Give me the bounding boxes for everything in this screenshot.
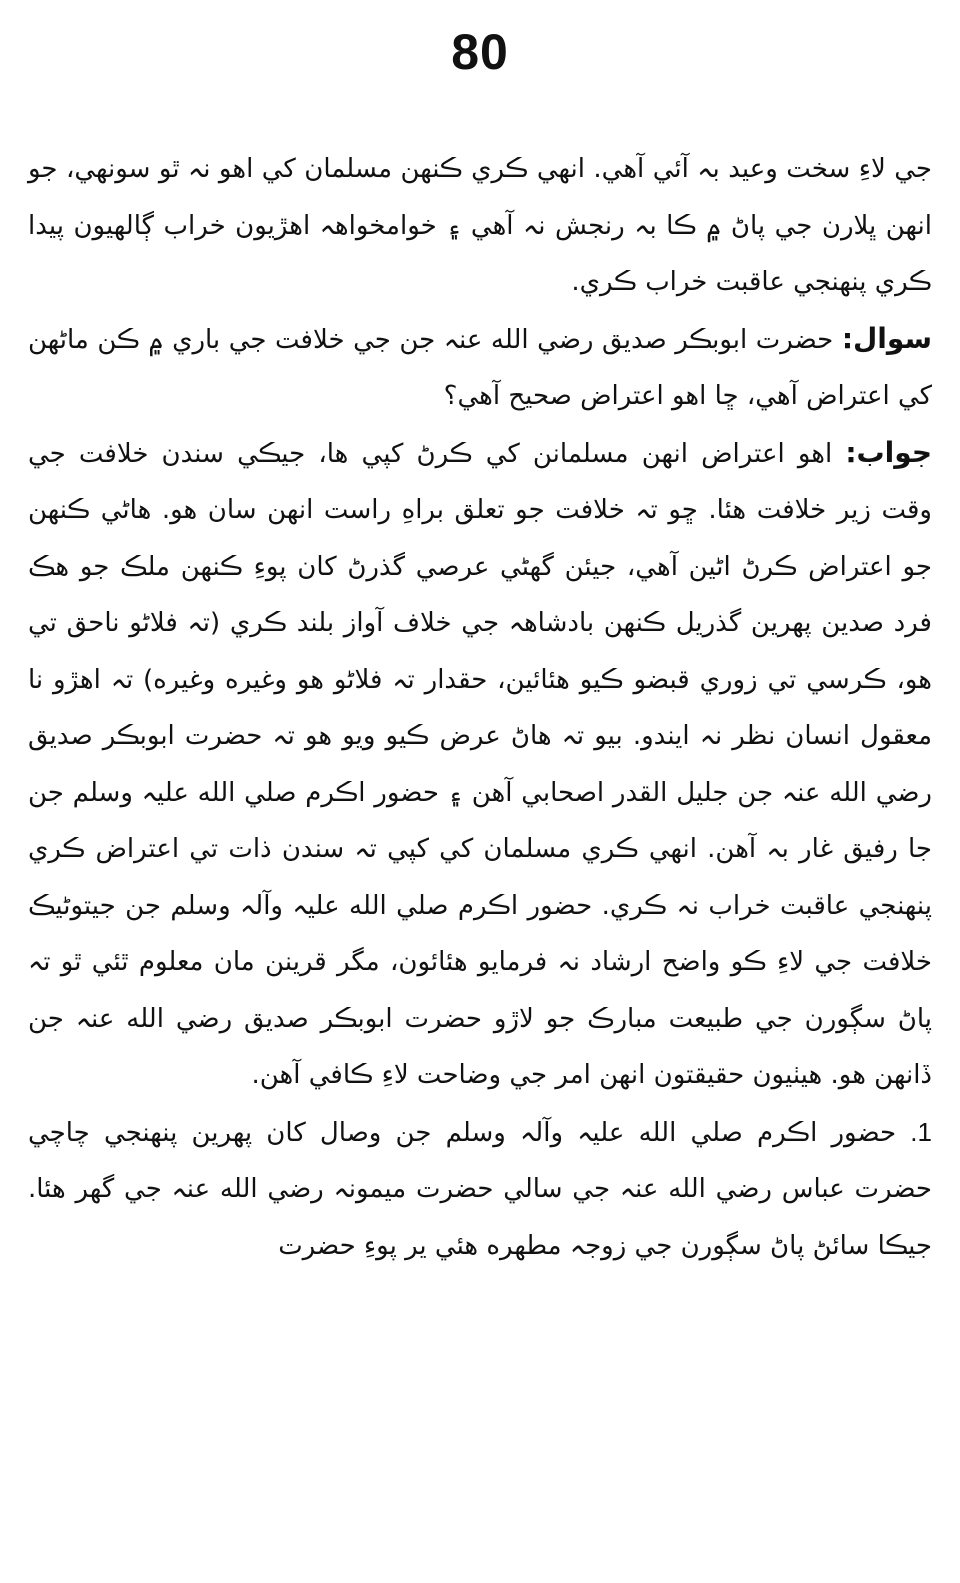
answer-label: جواب: — [845, 435, 932, 469]
paragraph-question — [28, 311, 932, 425]
question-label: سوال: — [841, 321, 932, 355]
question-text: حضرت ابوبڪر صديق رضي الله عنہ جن جي خلافت جي باري ۾ ڪن ماڻهن کي اعتراض آهي، ڇا اهو اعتراض صحيح آهي؟ — [28, 324, 932, 411]
paragraph-numbered-1 — [28, 1104, 932, 1275]
page-number: 80 — [451, 24, 509, 80]
text-body — [28, 140, 932, 1274]
numbered-text: حضور اڪرم صلي الله عليہ وآلہ وسلم جن وصال کان پهرين پنهنجي چاچي حضرت عباس رضي الله عنہ جي سالي حضرت ميمونہ رضي الله عنہ جي گهر هئا. جيڪا سائڻ پاڻ سڳورن جي زوجہ مطهره هئي ير پوءِ حضرت — [28, 1117, 932, 1261]
answer-text: اهو اعتراض انهن مسلمانن کي ڪرڻ کپي ها، جيڪي سندن خلافت جي وقت زير خلافت هئا. ڇو تہ خلافت جو تعلق براهِ راست انهن سان هو. هاڻي ڪنهن جو اعتراض ڪرڻ اڻين آهي، جيئن گهڻي عرصي گذرڻ کان پوءِ ڪنهن ملڪ جو هڪ فرد صدين پهرين گذريل ڪنهن بادشاهہ جي خلاف آواز بلند ڪري (تہ فلاڻو ناحق تي هو، ڪرسي تي زوري قبضو ڪيو هئائين، حقدار تہ فلاڻو هو وغيره وغيره) تہ اهڙو نا معقول انسان نظر نہ ايندو. بيو تہ هاڻ عرض ڪيو ويو هو تہ حضرت ابوبڪر صديق رضي الله عنہ جن جليل القدر اصحابي آهن ۽ حضور اڪرم صلي الله عليہ وسلم جن جا رفيق غار بہ آهن. انهي ڪري مسلمان کي کپي تہ سندن ذات تي اعتراض ڪري پنهنجي عاقبت خراب نہ ڪري. حضور اڪرم صلي الله عليہ وآلہ وسلم جن جيتوڻيڪ خلافت جي لاءِ ڪو واضح ارشاد نہ فرمايو هئائون، مگر قرينن مان معلوم ٿئي ٿو تہ پاڻ سڳورن جي طبيعت مبارڪ جو لاڙو حضرت ابوبڪر صديق رضي الله عنہ جن ڏانهن هو. هيٺيون حقيقتون انهن امر جي وضاحت لاءِ ڪافي آهن. — [28, 438, 932, 1090]
paragraph-text: جي لاءِ سخت وعيد بہ آئي آهي. انهي ڪري ڪنهن مسلمان کي اهو نہ ٿو سونهي، جو انهن ڀلارن جي پاڻ ۾ ڪا بہ رنجش نہ آهي ۽ خوامخواهہ اهڙيون خراب ڳالهيون پيدا ڪري پنهنجي عاقبت خراب ڪري. — [28, 154, 932, 297]
paragraph-answer — [28, 425, 932, 1104]
list-number: 1. — [910, 1116, 932, 1147]
paragraph-intro — [28, 140, 932, 311]
